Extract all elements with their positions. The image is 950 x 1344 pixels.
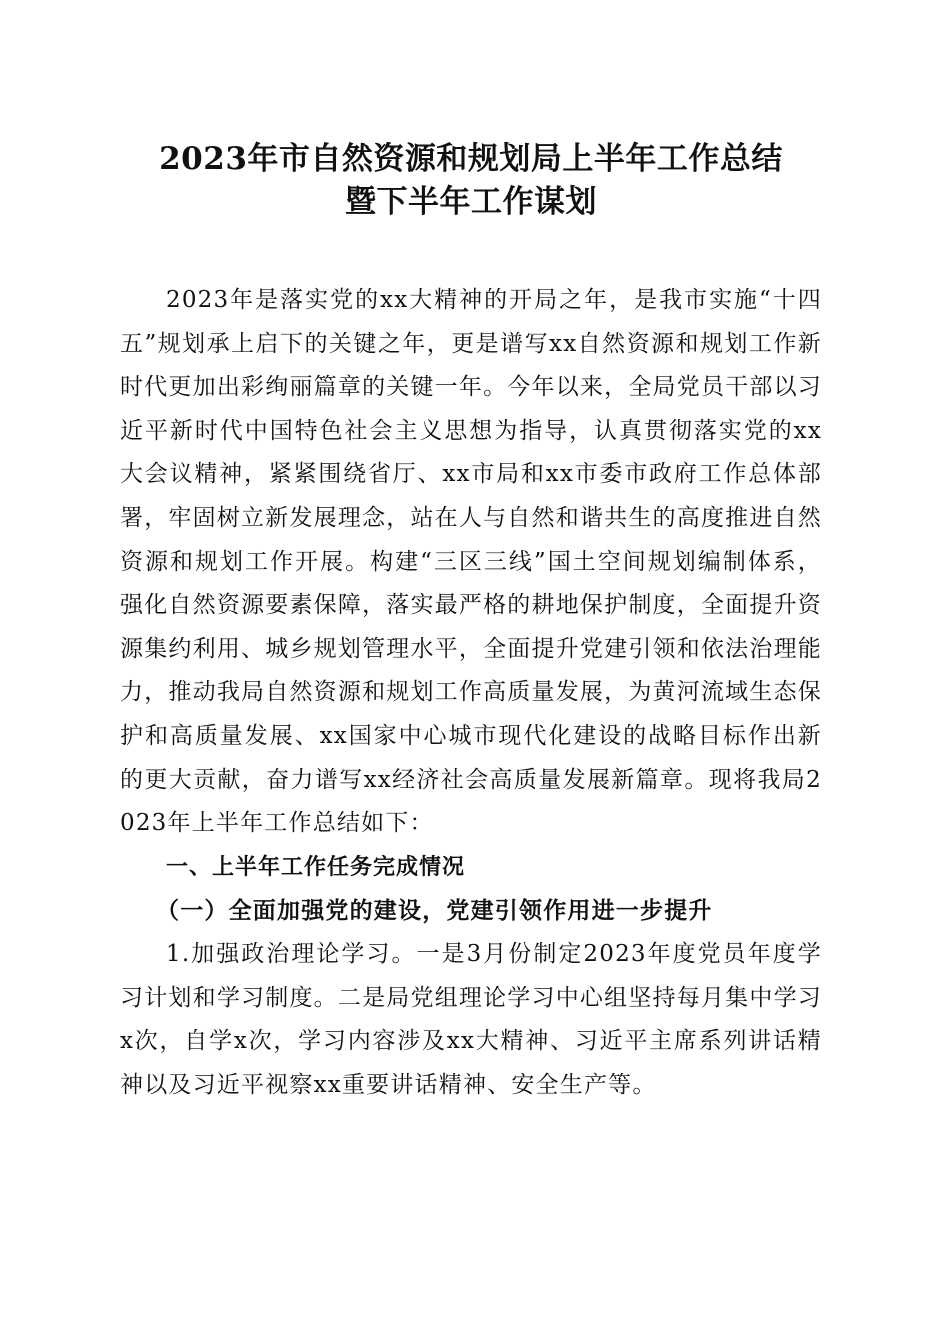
item-paragraph: 1.加强政治理论学习。一是3月份制定2023年度党员年度学习计划和学习制度。二是局党组理论学习中心组坚持每月集中学习x次，自学x次，学习内容涉及xx大精神、习近平主席系列讲话精神以及习近平视察xx重要讲话精神、安全生产等。 xyxy=(120,940,822,1098)
document-title xyxy=(120,138,822,224)
title-line-2: 暨下半年工作谋划 xyxy=(345,184,597,220)
section-heading: 一、上半年工作任务完成情况 xyxy=(166,854,466,880)
title-line-1: 2023年市自然资源和规划局上半年工作总结 xyxy=(159,141,783,177)
document-body xyxy=(120,279,822,1107)
subsection-heading: （一）全面加强党的建设，党建引领作用进一步提升 xyxy=(156,897,713,925)
intro-paragraph: 2023年是落实党的xx大精神的开局之年，是我市实施“十四五”规划承上启下的关键之年，更是谱写xx自然资源和规划工作新时代更加出彩绚丽篇章的关键一年。今年以来，全局党员干部以习近平新时代中国特色社会主义思想为指导，认真贯彻落实党的xx大会议精神，紧紧围绕省厅、xx市局和xx市委市政府工作总体部署，牢固树立新发展理念，站在人与自然和谐共生的高度推进自然资源和规划工作开展。构建“三区三线”国土空间规划编制体系，强化自然资源要素保障，落实最严格的耕地保护制度，全面提升资源集约利用、城乡规划管理水平，全面提升党建引领和依法治理能力，推动我局自然资源和规划工作高质量发展，为黄河流域生态保护和高质量发展、xx国家中心城市现代化建设的战略目标作出新的更大贡献，奋力谱写xx经济社会高质量发展新篇章。现将我局2023年上半年工作总结如下： xyxy=(120,287,822,837)
